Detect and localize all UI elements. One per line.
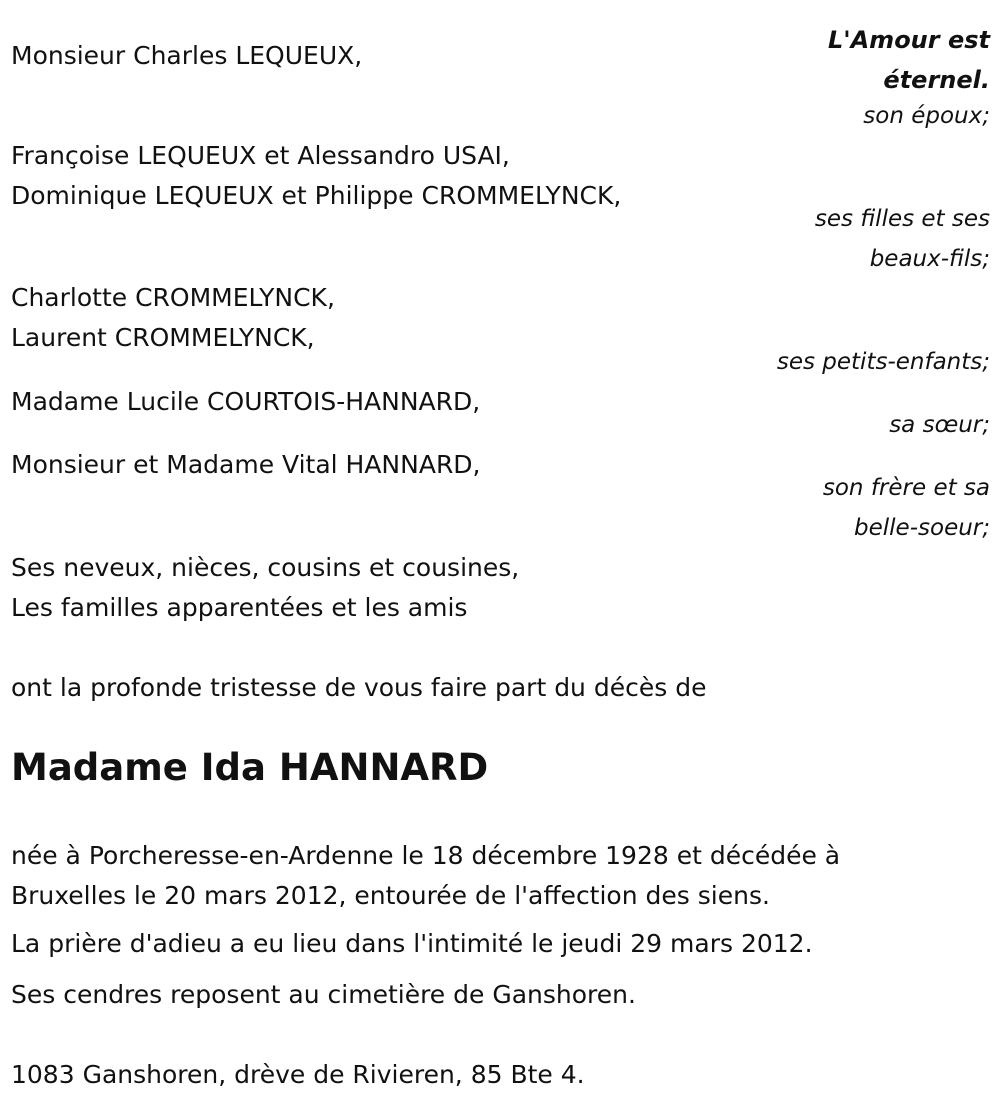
daughters-relation-line-1: ses filles et ses	[814, 206, 990, 232]
sister-relation: sa sœur;	[889, 412, 990, 438]
husband-name: Monsieur Charles LEQUEUX,	[11, 41, 363, 70]
farewell-text: La prière d'adieu a eu lieu dans l'intimité le jeudi 29 mars 2012.	[11, 929, 813, 958]
husband-relation: son époux;	[863, 103, 990, 129]
address-text: 1083 Ganshoren, drève de Rivieren, 85 Bte 4.	[11, 1060, 585, 1089]
deceased-name: Madame Ida HANNARD	[11, 746, 489, 789]
grandchild-2-name: Laurent CROMMELYNCK,	[11, 323, 315, 352]
grandchild-1-name: Charlotte CROMMELYNCK,	[11, 283, 335, 312]
announcement-text: ont la profonde tristesse de vous faire part du décès de	[11, 673, 707, 702]
brother-relation-line-1: son frère et sa	[822, 475, 990, 501]
birth-death-line-2: Bruxelles le 20 mars 2012, entourée de l'affection des siens.	[11, 881, 770, 910]
birth-death-line-1: née à Porcheresse-en-Ardenne le 18 décembre 1928 et décédée à	[11, 841, 841, 870]
relatives-line-2: Les familles apparentées et les amis	[11, 593, 468, 622]
motto-line-2: éternel.	[883, 66, 990, 94]
daughters-relation-line-2: beaux-fils;	[869, 246, 990, 272]
relatives-line-1: Ses neveux, nièces, cousins et cousines,	[11, 553, 520, 582]
motto-line-1: L'Amour est	[827, 26, 990, 54]
sister-name: Madame Lucile COURTOIS-HANNARD,	[11, 387, 481, 416]
daughter-1-name: Françoise LEQUEUX et Alessandro USAI,	[11, 141, 510, 170]
ashes-text: Ses cendres reposent au cimetière de Ganshoren.	[11, 980, 636, 1009]
brother-relation-line-2: belle-soeur;	[854, 515, 990, 541]
daughter-2-name: Dominique LEQUEUX et Philippe CROMMELYNCK,	[11, 181, 622, 210]
brother-name: Monsieur et Madame Vital HANNARD,	[11, 450, 481, 479]
grandchildren-relation: ses petits-enfants;	[776, 349, 990, 375]
